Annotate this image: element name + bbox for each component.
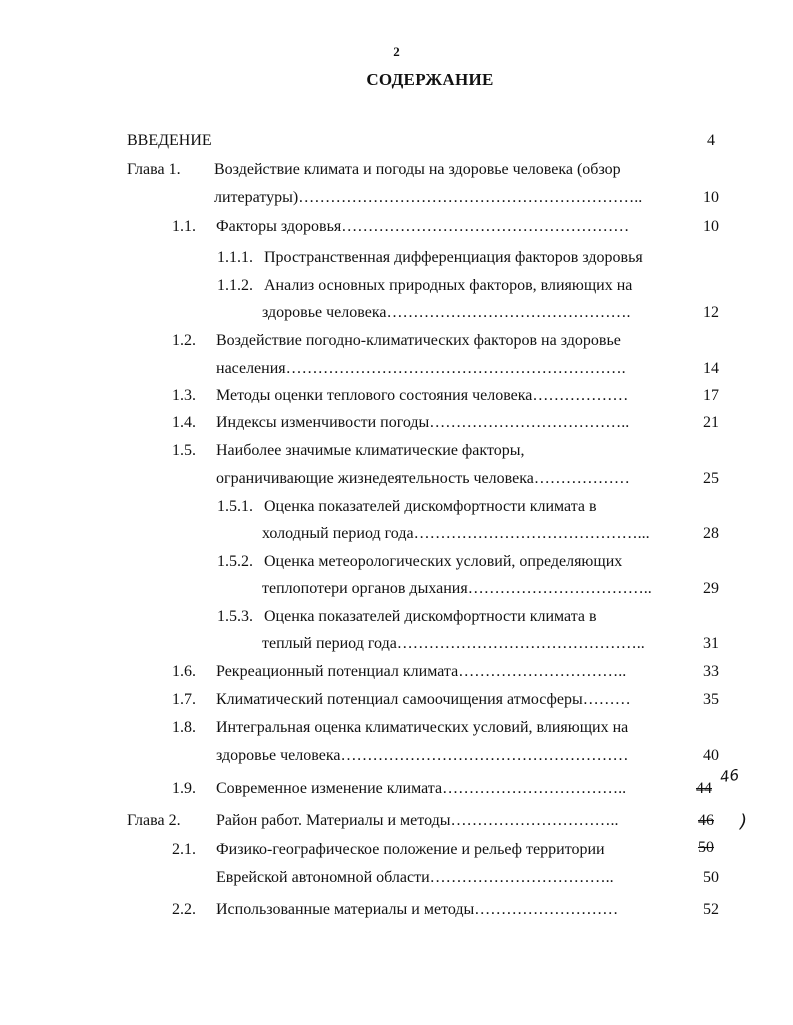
toc-1-3-page: 17 <box>703 387 719 404</box>
toc-ch2-label: Глава 2. <box>127 812 181 829</box>
toc-ch1-text2: литературы)……………………………………………………….. <box>214 189 643 206</box>
page-number: 2 <box>393 44 400 59</box>
toc-2-1-text1: Физико-географическое положение и рельеф территории <box>216 841 605 858</box>
toc-1-9-text1: Современное изменение климата…………………………….. <box>216 780 627 797</box>
toc-1-5-2-text1: Оценка метеорологических условий, определяющих <box>264 553 623 570</box>
toc-1-2-label: 1.2. <box>172 332 196 349</box>
toc-1-8-label: 1.8. <box>172 719 196 736</box>
toc-1-5-label: 1.5. <box>172 442 196 459</box>
toc-ch2-page: 46 <box>698 812 714 829</box>
toc-1-4-label: 1.4. <box>172 414 196 431</box>
toc-1-5-1-page: 28 <box>703 525 719 542</box>
toc-1-9-label: 1.9. <box>172 780 196 797</box>
toc-1-3-label: 1.3. <box>172 387 196 404</box>
toc-1-7-text1: Климатический потенциал самоочищения атмосферы……… <box>216 691 631 708</box>
toc-1-6-page: 33 <box>703 663 719 680</box>
toc-1-9-handwritten-page: 46 <box>718 765 741 787</box>
toc-2-1-page-old: 50 <box>698 839 714 856</box>
toc-2-2-page: 52 <box>703 901 719 918</box>
toc-1-9-page: 44 <box>696 780 712 797</box>
toc-1-5-text2: ограничивающие жизнедеятельность человека……………… <box>216 470 630 487</box>
toc-1-5-2-text2: теплопотери органов дыхания…………………………….. <box>262 580 652 597</box>
toc-2-1-label: 2.1. <box>172 841 196 858</box>
toc-1-1-text1: Факторы здоровья……………………………………………… <box>216 218 630 235</box>
toc-1-2-text2: населения………………………………………………………. <box>216 360 626 377</box>
toc-ch1-text1: Воздействие климата и погоды на здоровье человека (обзор <box>214 161 621 178</box>
toc-1-7-page: 35 <box>703 691 719 708</box>
toc-ch2-handwritten-mark: ) <box>740 811 748 832</box>
toc-1-5-3-text1: Оценка показателей дискомфортности климата в <box>264 608 597 625</box>
toc-1-1-1-label: 1.1.1. <box>217 249 253 266</box>
toc-1-6-label: 1.6. <box>172 663 196 680</box>
toc-1-8-text1: Интегральная оценка климатических условий, влияющих на <box>216 719 629 736</box>
toc-2-2-text1: Использованные материалы и методы……………………… <box>216 901 619 918</box>
toc-1-1-page: 10 <box>703 218 719 235</box>
toc-1-5-3-text2: теплый период года……………………………………….. <box>262 635 645 652</box>
toc-1-2-page: 14 <box>703 360 719 377</box>
toc-1-5-2-page: 29 <box>703 580 719 597</box>
toc-1-7-label: 1.7. <box>172 691 196 708</box>
toc-1-8-text2: здоровье человека……………………………………………… <box>216 747 629 764</box>
toc-1-5-3-label: 1.5.3. <box>217 608 253 625</box>
toc-intro-page: 4 <box>707 132 715 149</box>
toc-1-5-3-page: 31 <box>703 635 719 652</box>
toc-1-1-1-text1: Пространственная дифференциация факторов здоровья <box>264 249 643 266</box>
toc-1-5-1-label: 1.5.1. <box>217 498 253 515</box>
toc-1-1-2-page: 12 <box>703 304 719 321</box>
toc-ch1-page: 10 <box>703 189 719 206</box>
toc-1-6-text1: Рекреационный потенциал климата………………………….. <box>216 663 627 680</box>
toc-ch2-text1: Район работ. Материалы и методы………………………….. <box>216 812 619 829</box>
toc-1-5-1-text1: Оценка показателей дискомфортности климата в <box>264 498 597 515</box>
toc-1-5-1-text2: холодный период года……………………………………... <box>262 525 650 542</box>
toc-1-1-2-text2: здоровье человека………………………………………. <box>262 304 631 321</box>
toc-1-5-page: 25 <box>703 470 719 487</box>
toc-1-5-text1: Наиболее значимые климатические факторы, <box>216 442 525 459</box>
toc-2-1-page: 50 <box>703 869 719 886</box>
toc-intro-label: ВВЕДЕНИЕ <box>127 132 212 149</box>
toc-1-1-label: 1.1. <box>172 218 196 235</box>
toc-2-2-label: 2.2. <box>172 901 196 918</box>
toc-1-3-text1: Методы оценки теплового состояния человека……………… <box>216 387 629 404</box>
toc-1-5-2-label: 1.5.2. <box>217 553 253 570</box>
toc-1-1-2-text1: Анализ основных природных факторов, влияющих на <box>264 277 633 294</box>
toc-2-1-text2: Еврейской автономной области…………………………….. <box>216 869 614 886</box>
toc-1-8-page: 40 <box>703 747 719 764</box>
page-title: СОДЕРЖАНИЕ <box>366 70 494 89</box>
toc-1-1-2-label: 1.1.2. <box>217 277 253 294</box>
toc-ch1-label: Глава 1. <box>127 161 181 178</box>
toc-1-4-text1: Индексы изменчивости погоды……………………………….. <box>216 414 630 431</box>
toc-1-4-page: 21 <box>703 414 719 431</box>
toc-1-2-text1: Воздействие погодно-климатических факторов на здоровье <box>216 332 621 349</box>
